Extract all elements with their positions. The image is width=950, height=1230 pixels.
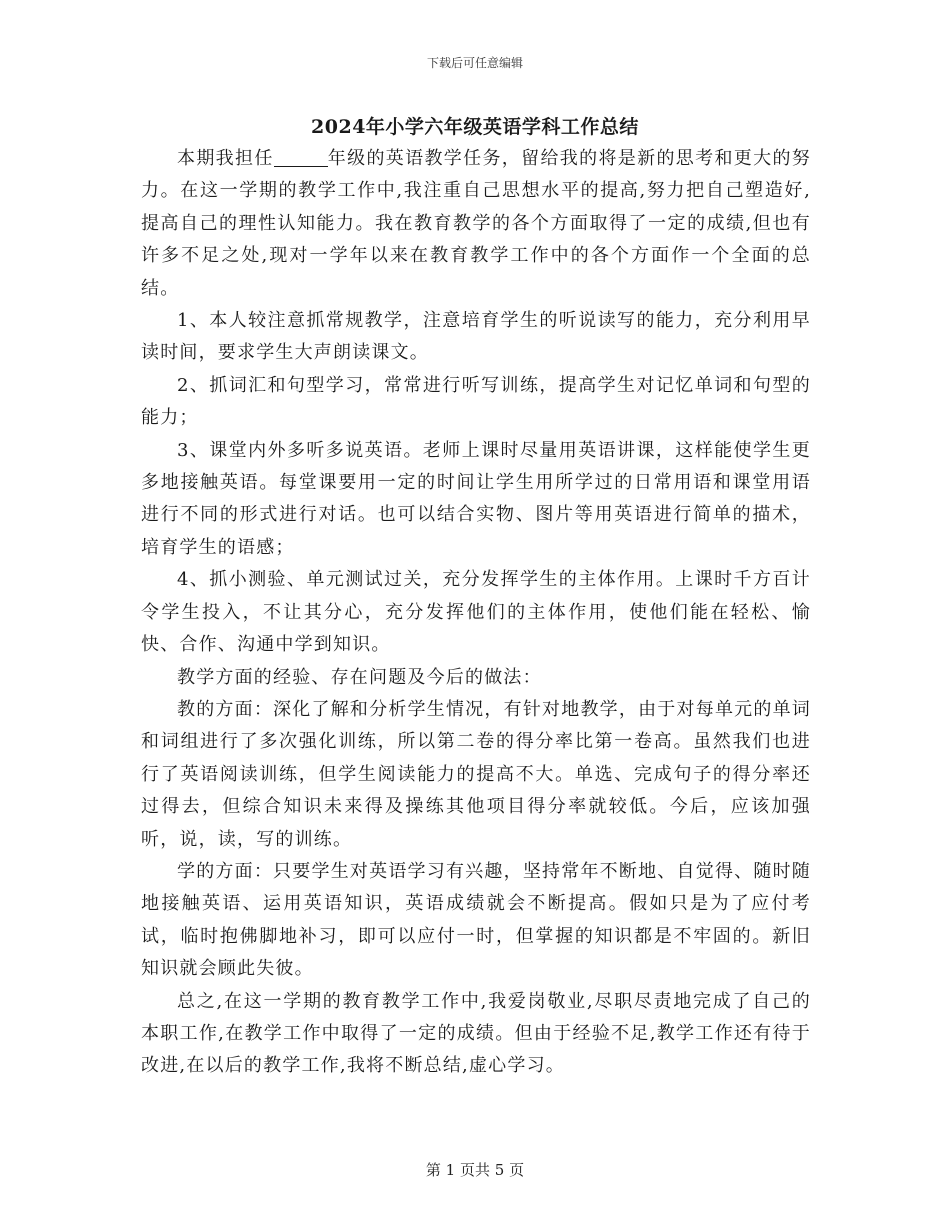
document-body xyxy=(141,143,811,1083)
intro-text-after-blank: 年级的英语教学任务，留给我的将是新的思考和更大的努力。在这一学期的教学工作中,我注重自己思想水平的提高,努力把自己塑造好,提高自己的理性认知能力。我在教育教学的各个方面取得了一定的成绩,但也有许多不足之处,现对一学年以来在教育教学工作中的各个方面作一个全面的总结。 xyxy=(141,148,812,299)
page-header-watermark: 下载后可任意编辑 xyxy=(426,56,523,70)
section-heading-teaching-experience: 教学方面的经验、存在问题及今后的做法： xyxy=(177,666,542,688)
paragraph-2: 2、抓词汇和句型学习，常常进行听写训练，提高学生对记忆单词和句型的能力； xyxy=(141,374,811,429)
paragraph-3: 3、课堂内外多听多说英语。老师上课时尽量用英语讲课，这样能使学生更多地接触英语。每堂课要用一定的时间让学生用所学过的日常用语和课堂用语进行不同的形式进行对话。也可以结合实物、图片等用英语进行简单的描术，培育学生的语感； xyxy=(141,439,811,558)
paragraph-conclusion: 总之,在这一学期的教育教学工作中,我爱岗敬业,尽职尽责地完成了自己的本职工作,在教学工作中取得了一定的成绩。但由于经验不足,教学工作还有待于改进,在以后的教学工作,我将不断总结,虚心学习。 xyxy=(141,990,811,1077)
fill-in-blank-line xyxy=(274,148,328,167)
paragraph-learning-aspect: 学的方面：只要学生对英语学习有兴趣，坚持常年不断地、自觉得、随时随地接触英语、运用英语知识，英语成绩就会不断提高。假如只是为了应付考试，临时抱佛脚地补习，即可以应付一时，但掌握的知识都是不牢固的。新旧知识就会顾此失彼。 xyxy=(141,860,811,980)
intro-paragraph xyxy=(141,143,811,305)
paragraph-1: 1、本人较注意抓常规教学，注意培育学生的听说读写的能力，充分利用早读时间，要求学生大声朗读课文。 xyxy=(141,310,811,364)
document-title: 2024年小学六年级英语学科工作总结 xyxy=(311,116,639,138)
paragraph-teaching-aspect: 教的方面：深化了解和分析学生情况，有针对地教学，由于对每单元的单词和词组进行了多次强化训练，所以第二卷的得分率比第一卷高。虽然我们也进行了英语阅读训练，但学生阅读能力的提高不大。单选、完成句子的得分率还过得去，但综合知识未来得及操练其他项目得分率就较低。今后，应该加强听，说，读，写的训练。 xyxy=(141,698,811,850)
paragraph-4: 4、抓小测验、单元测试过关，充分发挥学生的主体作用。上课时千方百计令学生投入，不让其分心，充分发挥他们的主体作用，使他们能在轻松、愉快、合作、沟通中学到知识。 xyxy=(141,569,811,656)
page-number-footer: 第 1 页共 5 页 xyxy=(425,1161,525,1179)
intro-text-before-blank: 本期我担任 xyxy=(177,148,274,169)
